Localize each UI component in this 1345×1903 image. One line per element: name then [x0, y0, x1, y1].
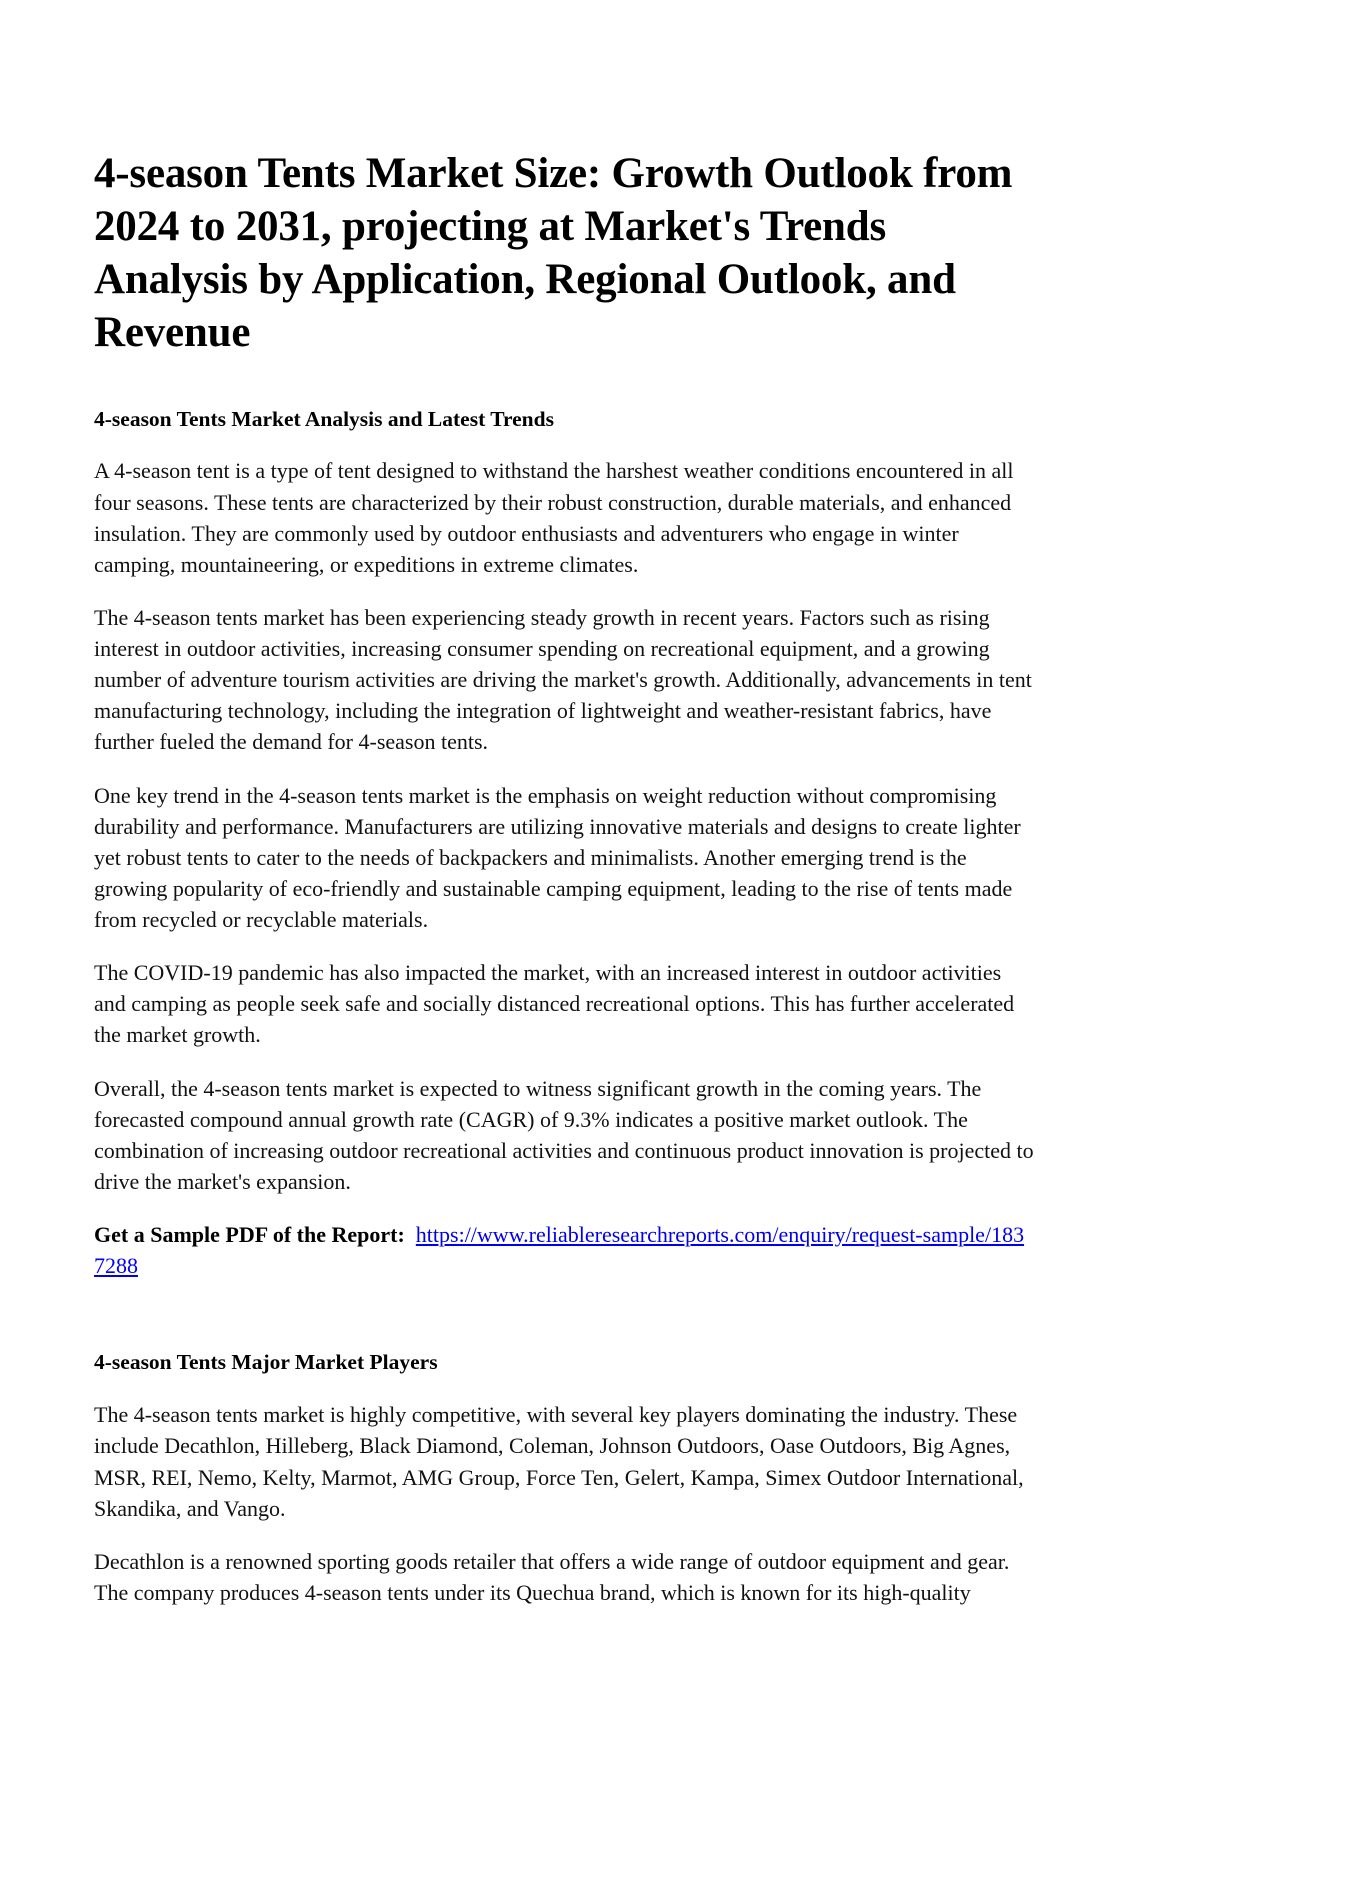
paragraph-market-growth: The 4-season tents market has been experiencing steady growth in recent years. Factors such as rising interest in outdoor activities, increasing consumer spending on recreational equipment, and a growing number of adventure tourism activities are driving the market's growth. Additionally, advancements in tent manufacturing technology, including the integration of lightweight and weather-resistant fabrics, have further fueled the demand for 4-season tents.: [94, 604, 1032, 755]
paragraph-tent-definition: A 4-season tent is a type of tent designed to withstand the harshest weather conditions encountered in all four seasons. These tents are characterized by their robust construction, durable materials, and enhanced insulation. They are commonly used by outdoor enthusiasts and adventurers who engage in winter camping, mountaineering, or expeditions in extreme climates.: [94, 458, 1014, 577]
paragraph-competitive-landscape: The 4-season tents market is highly competitive, with several key players dominating the industry. These include Decathlon, Hilleberg, Black Diamond, Coleman, Johnson Outdoors, Oase Outdoors, Big Agnes, MSR, REI, Nemo, Kelty, Marmot, AMG Group, Force Ten, Gelert, Kampa, Simex Outdoor International, Skandika, and Vango.: [94, 1402, 1024, 1521]
paragraph-covid-impact: The COVID-19 pandemic has also impacted the market, with an increased interest in outdoor activities and camping as people seek safe and socially distanced recreational options. This has further accelerated the market growth.: [94, 960, 1015, 1048]
section-heading-analysis: 4-season Tents Market Analysis and Latest Trends: [94, 406, 554, 431]
section-spacer: [94, 1303, 1034, 1349]
sample-pdf-label: Get a Sample PDF of the Report:: [94, 1222, 405, 1248]
section-heading-major-players: 4-season Tents Major Market Players: [94, 1350, 438, 1375]
paragraph-key-trends: One key trend in the 4-season tents market is the emphasis on weight reduction without compromising durability and performance. Manufacturers are utilizing innovative materials and designs to create lighter yet robust tents to cater to the needs of backpackers and minimalists. Another emerging trend is the growing popularity of eco-friendly and sustainable camping equipment, leading to the rise of tents made from recycled or recyclable materials.: [94, 782, 1021, 933]
sample-pdf-callout: [94, 1219, 1034, 1281]
paragraph-decathlon-profile: Decathlon is a renowned sporting goods retailer that offers a wide range of outdoor equipment and gear. The company produces 4-season tents under its Quechua brand, which is known for its high-quality: [94, 1548, 1010, 1605]
sample-pdf-link[interactable]: https://www.reliableresearchreports.com/enquiry/request-sample/1837288: [94, 1222, 1025, 1279]
paragraph-outlook-cagr: Overall, the 4-season tents market is expected to witness significant growth in the coming years. The forecasted compound annual growth rate (CAGR) of 9.3% indicates a positive market outlook. The combination of increasing outdoor recreational activities and continuous product innovation is projected to drive the market's expansion.: [94, 1075, 1034, 1194]
document-content: [94, 148, 1034, 1608]
page-title: 4-season Tents Market Size: Growth Outlook from 2024 to 2031, projecting at Market's Trends Analysis by Application, Regional Outlook, and Revenue: [94, 150, 1013, 356]
